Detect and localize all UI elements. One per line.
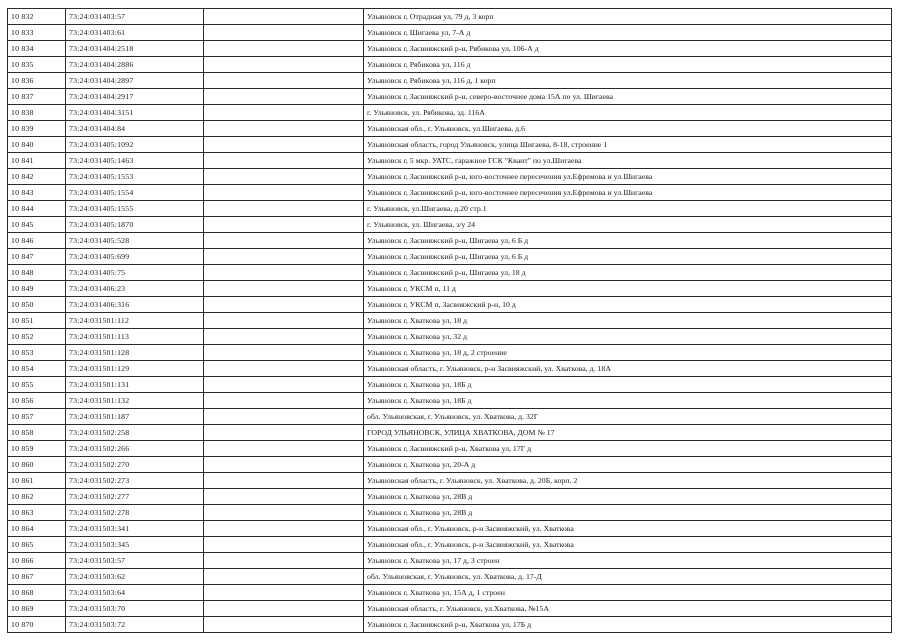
empty-cell xyxy=(204,553,364,569)
row-number-cell: 10 859 xyxy=(8,441,66,457)
address-cell: Ульяновская область, г. Ульяновск, ул.Хваткова, №15А xyxy=(364,601,892,617)
table-row xyxy=(8,617,892,633)
table-row xyxy=(8,105,892,121)
empty-cell xyxy=(204,601,364,617)
address-cell: обл. Ульяновская, г. Ульяновск, ул. Хваткова, д. 17-Д xyxy=(364,569,892,585)
cadastral-number-cell: 73:24:031404:2886 xyxy=(66,57,204,73)
empty-cell xyxy=(204,537,364,553)
table-row xyxy=(8,57,892,73)
cadastral-number-cell: 73:24:031503:57 xyxy=(66,553,204,569)
table-row xyxy=(8,601,892,617)
address-cell: Ульяновская обл., г. Ульяновск, р-н Засвияжский, ул. Хваткова xyxy=(364,537,892,553)
address-cell: Ульяновск г, Засвияжский р-н, Хваткова ул, 17Г д xyxy=(364,441,892,457)
row-number-cell: 10 857 xyxy=(8,409,66,425)
row-number-cell: 10 832 xyxy=(8,9,66,25)
address-cell: Ульяновск г, УКСМ п, Засвияжский р-н, 10 д xyxy=(364,297,892,313)
address-cell: Ульяновская обл., г. Ульяновск, р-н Засвияжский, ул. Хваткова xyxy=(364,521,892,537)
empty-cell xyxy=(204,137,364,153)
table-row xyxy=(8,89,892,105)
row-number-cell: 10 869 xyxy=(8,601,66,617)
address-cell: Ульяновск г, Шигаева ул, 7-А д xyxy=(364,25,892,41)
row-number-cell: 10 838 xyxy=(8,105,66,121)
cadastral-number-cell: 73:24:031503:64 xyxy=(66,585,204,601)
address-cell: Ульяновск г, 5 мкр. УАТС, гаражное ГСК "Квант" по ул.Шигаева xyxy=(364,153,892,169)
empty-cell xyxy=(204,617,364,633)
table-row xyxy=(8,521,892,537)
table-row xyxy=(8,409,892,425)
cadastral-number-cell: 73:24:031501:187 xyxy=(66,409,204,425)
cadastral-number-cell: 73:24:031404:84 xyxy=(66,121,204,137)
row-number-cell: 10 861 xyxy=(8,473,66,489)
address-cell: г. Ульяновск, ул.Шигаева, д.20 стр.1 xyxy=(364,201,892,217)
address-cell: обл. Ульяновская, г. Ульяновск, ул. Хваткова, д. 32Г xyxy=(364,409,892,425)
empty-cell xyxy=(204,393,364,409)
table-row xyxy=(8,249,892,265)
table-row xyxy=(8,425,892,441)
table-row xyxy=(8,569,892,585)
address-cell: Ульяновская область, г. Ульяновск, ул. Хваткова, д. 20Б, корп. 2 xyxy=(364,473,892,489)
cadastral-number-cell: 73:24:031502:270 xyxy=(66,457,204,473)
empty-cell xyxy=(204,41,364,57)
empty-cell xyxy=(204,153,364,169)
cadastral-number-cell: 73:24:031503:72 xyxy=(66,617,204,633)
table-row xyxy=(8,393,892,409)
table-row xyxy=(8,9,892,25)
address-cell: Ульяновск г, Засвияжский р-н, Рябикова ул, 106-А д xyxy=(364,41,892,57)
table-row xyxy=(8,169,892,185)
row-number-cell: 10 862 xyxy=(8,489,66,505)
empty-cell xyxy=(204,329,364,345)
empty-cell xyxy=(204,361,364,377)
row-number-cell: 10 846 xyxy=(8,233,66,249)
row-number-cell: 10 853 xyxy=(8,345,66,361)
cadastral-number-cell: 73:24:031405:1555 xyxy=(66,201,204,217)
row-number-cell: 10 840 xyxy=(8,137,66,153)
registry-table xyxy=(7,8,892,633)
address-cell: Ульяновск г, Засвияжский р-н, Шигаева ул, 6 Б д xyxy=(364,233,892,249)
address-cell: Ульяновск г, Хваткова ул, 32 д xyxy=(364,329,892,345)
address-cell: Ульяновск г, Рябикова ул, 116 д xyxy=(364,57,892,73)
table-row xyxy=(8,265,892,281)
registry-sheet xyxy=(7,8,891,633)
row-number-cell: 10 870 xyxy=(8,617,66,633)
address-cell: ГОРОД УЛЬЯНОВСК, УЛИЦА ХВАТКОВА, ДОМ № 17 xyxy=(364,425,892,441)
table-row xyxy=(8,313,892,329)
empty-cell xyxy=(204,281,364,297)
cadastral-number-cell: 73:24:031403:57 xyxy=(66,9,204,25)
row-number-cell: 10 852 xyxy=(8,329,66,345)
cadastral-number-cell: 73:24:031501:128 xyxy=(66,345,204,361)
address-cell: Ульяновск г, Хваткова ул, 18 д, 2 строение xyxy=(364,345,892,361)
cadastral-number-cell: 73:24:031501:132 xyxy=(66,393,204,409)
row-number-cell: 10 867 xyxy=(8,569,66,585)
address-cell: Ульяновск г, Засвияжский р-н, Хваткова ул, 17Б д xyxy=(364,617,892,633)
cadastral-number-cell: 73:24:031405:1870 xyxy=(66,217,204,233)
row-number-cell: 10 860 xyxy=(8,457,66,473)
table-row xyxy=(8,41,892,57)
cadastral-number-cell: 73:24:031502:273 xyxy=(66,473,204,489)
empty-cell xyxy=(204,457,364,473)
empty-cell xyxy=(204,313,364,329)
row-number-cell: 10 842 xyxy=(8,169,66,185)
row-number-cell: 10 833 xyxy=(8,25,66,41)
address-cell: Ульяновск г, Засвияжский р-н, Шигаева ул, 18 д xyxy=(364,265,892,281)
table-row xyxy=(8,377,892,393)
empty-cell xyxy=(204,217,364,233)
cadastral-number-cell: 73:24:031405:75 xyxy=(66,265,204,281)
cadastral-number-cell: 73:24:031501:131 xyxy=(66,377,204,393)
address-cell: Ульяновск г, Засвияжский р-н, северо-восточнее дома 15А по ул. Шигаева xyxy=(364,89,892,105)
table-row xyxy=(8,473,892,489)
table-row xyxy=(8,121,892,137)
registry-table-body xyxy=(8,9,892,633)
cadastral-number-cell: 73:24:031404:2897 xyxy=(66,73,204,89)
row-number-cell: 10 866 xyxy=(8,553,66,569)
cadastral-number-cell: 73:24:031405:1463 xyxy=(66,153,204,169)
cadastral-number-cell: 73:24:031503:62 xyxy=(66,569,204,585)
table-row xyxy=(8,489,892,505)
cadastral-number-cell: 73:24:031503:70 xyxy=(66,601,204,617)
row-number-cell: 10 847 xyxy=(8,249,66,265)
row-number-cell: 10 848 xyxy=(8,265,66,281)
address-cell: Ульяновск г, Засвияжский р-н, Шигаева ул, 6 Б д xyxy=(364,249,892,265)
address-cell: Ульяновск г, Засвияжский р-н, юго-восточнее пересечения ул.Ефремова и ул.Шигаева xyxy=(364,185,892,201)
empty-cell xyxy=(204,25,364,41)
row-number-cell: 10 850 xyxy=(8,297,66,313)
address-cell: г. Ульяновск, ул. Шигаева, з/у 24 xyxy=(364,217,892,233)
table-row xyxy=(8,505,892,521)
address-cell: Ульяновск г, Хваткова ул, 18Б д xyxy=(364,393,892,409)
table-row xyxy=(8,329,892,345)
address-cell: Ульяновск г, Хваткова ул, 17 д, 3 строен xyxy=(364,553,892,569)
table-row xyxy=(8,361,892,377)
cadastral-number-cell: 73:24:031502:278 xyxy=(66,505,204,521)
row-number-cell: 10 851 xyxy=(8,313,66,329)
cadastral-number-cell: 73:24:031503:341 xyxy=(66,521,204,537)
address-cell: Ульяновск г, Хваткова ул, 28В д xyxy=(364,505,892,521)
row-number-cell: 10 843 xyxy=(8,185,66,201)
table-row xyxy=(8,233,892,249)
cadastral-number-cell: 73:24:031405:1554 xyxy=(66,185,204,201)
address-cell: Ульяновск г, Хваткова ул, 28В д xyxy=(364,489,892,505)
cadastral-number-cell: 73:24:031501:129 xyxy=(66,361,204,377)
row-number-cell: 10 856 xyxy=(8,393,66,409)
cadastral-number-cell: 73:24:031503:345 xyxy=(66,537,204,553)
empty-cell xyxy=(204,185,364,201)
address-cell: Ульяновская область, город Ульяновск, улица Шигаева, 8-18, строение 1 xyxy=(364,137,892,153)
address-cell: Ульяновск г, УКСМ п, 11 д xyxy=(364,281,892,297)
address-cell: Ульяновск г, Хваткова ул, 18 д xyxy=(364,313,892,329)
table-row xyxy=(8,297,892,313)
address-cell: Ульяновск г, Отрадная ул, 79 д, 3 корп xyxy=(364,9,892,25)
row-number-cell: 10 844 xyxy=(8,201,66,217)
row-number-cell: 10 841 xyxy=(8,153,66,169)
address-cell: Ульяновская обл., г. Ульяновск, ул.Шигаева, д.6 xyxy=(364,121,892,137)
table-row xyxy=(8,457,892,473)
row-number-cell: 10 855 xyxy=(8,377,66,393)
empty-cell xyxy=(204,409,364,425)
row-number-cell: 10 836 xyxy=(8,73,66,89)
row-number-cell: 10 863 xyxy=(8,505,66,521)
address-cell: г. Ульяновск, ул. Рябикова, зд. 116А xyxy=(364,105,892,121)
row-number-cell: 10 854 xyxy=(8,361,66,377)
empty-cell xyxy=(204,169,364,185)
row-number-cell: 10 845 xyxy=(8,217,66,233)
cadastral-number-cell: 73:24:031405:1092 xyxy=(66,137,204,153)
table-row xyxy=(8,217,892,233)
cadastral-number-cell: 73:24:031502:258 xyxy=(66,425,204,441)
empty-cell xyxy=(204,377,364,393)
empty-cell xyxy=(204,105,364,121)
table-row xyxy=(8,585,892,601)
row-number-cell: 10 864 xyxy=(8,521,66,537)
address-cell: Ульяновск г, Хваткова ул, 18Б д xyxy=(364,377,892,393)
row-number-cell: 10 865 xyxy=(8,537,66,553)
empty-cell xyxy=(204,233,364,249)
cadastral-number-cell: 73:24:031405:528 xyxy=(66,233,204,249)
empty-cell xyxy=(204,57,364,73)
table-row xyxy=(8,345,892,361)
table-row xyxy=(8,201,892,217)
cadastral-number-cell: 73:24:031501:113 xyxy=(66,329,204,345)
empty-cell xyxy=(204,249,364,265)
cadastral-number-cell: 73:24:031404:2518 xyxy=(66,41,204,57)
empty-cell xyxy=(204,73,364,89)
cadastral-number-cell: 73:24:031404:3151 xyxy=(66,105,204,121)
empty-cell xyxy=(204,441,364,457)
row-number-cell: 10 835 xyxy=(8,57,66,73)
cadastral-number-cell: 73:24:031501:112 xyxy=(66,313,204,329)
empty-cell xyxy=(204,569,364,585)
cadastral-number-cell: 73:24:031404:2917 xyxy=(66,89,204,105)
address-cell: Ульяновск г, Рябикова ул, 116 д, 1 корп xyxy=(364,73,892,89)
empty-cell xyxy=(204,585,364,601)
table-row xyxy=(8,73,892,89)
empty-cell xyxy=(204,297,364,313)
row-number-cell: 10 834 xyxy=(8,41,66,57)
cadastral-number-cell: 73:24:031405:1553 xyxy=(66,169,204,185)
empty-cell xyxy=(204,121,364,137)
row-number-cell: 10 868 xyxy=(8,585,66,601)
empty-cell xyxy=(204,9,364,25)
row-number-cell: 10 837 xyxy=(8,89,66,105)
table-row xyxy=(8,553,892,569)
address-cell: Ульяновская область, г. Ульяновск, р-н Засвияжский, ул. Хваткова, д. 18А xyxy=(364,361,892,377)
address-cell: Ульяновск г, Хваткова ул, 20-А д xyxy=(364,457,892,473)
empty-cell xyxy=(204,89,364,105)
cadastral-number-cell: 73:24:031406:23 xyxy=(66,281,204,297)
cadastral-number-cell: 73:24:031502:266 xyxy=(66,441,204,457)
address-cell: Ульяновск г, Хваткова ул, 15А д, 1 строен xyxy=(364,585,892,601)
cadastral-number-cell: 73:24:031403:61 xyxy=(66,25,204,41)
row-number-cell: 10 858 xyxy=(8,425,66,441)
address-cell: Ульяновск г, Засвияжский р-н, юго-восточнее пересечения ул.Ефремова и ул.Шигаева xyxy=(364,169,892,185)
table-row xyxy=(8,137,892,153)
empty-cell xyxy=(204,489,364,505)
empty-cell xyxy=(204,265,364,281)
table-row xyxy=(8,25,892,41)
row-number-cell: 10 849 xyxy=(8,281,66,297)
table-row xyxy=(8,153,892,169)
cadastral-number-cell: 73:24:031502:277 xyxy=(66,489,204,505)
empty-cell xyxy=(204,473,364,489)
empty-cell xyxy=(204,521,364,537)
empty-cell xyxy=(204,345,364,361)
table-row xyxy=(8,441,892,457)
empty-cell xyxy=(204,425,364,441)
table-row xyxy=(8,281,892,297)
empty-cell xyxy=(204,505,364,521)
empty-cell xyxy=(204,201,364,217)
cadastral-number-cell: 73:24:031406:316 xyxy=(66,297,204,313)
table-row xyxy=(8,185,892,201)
cadastral-number-cell: 73:24:031405:699 xyxy=(66,249,204,265)
table-row xyxy=(8,537,892,553)
row-number-cell: 10 839 xyxy=(8,121,66,137)
